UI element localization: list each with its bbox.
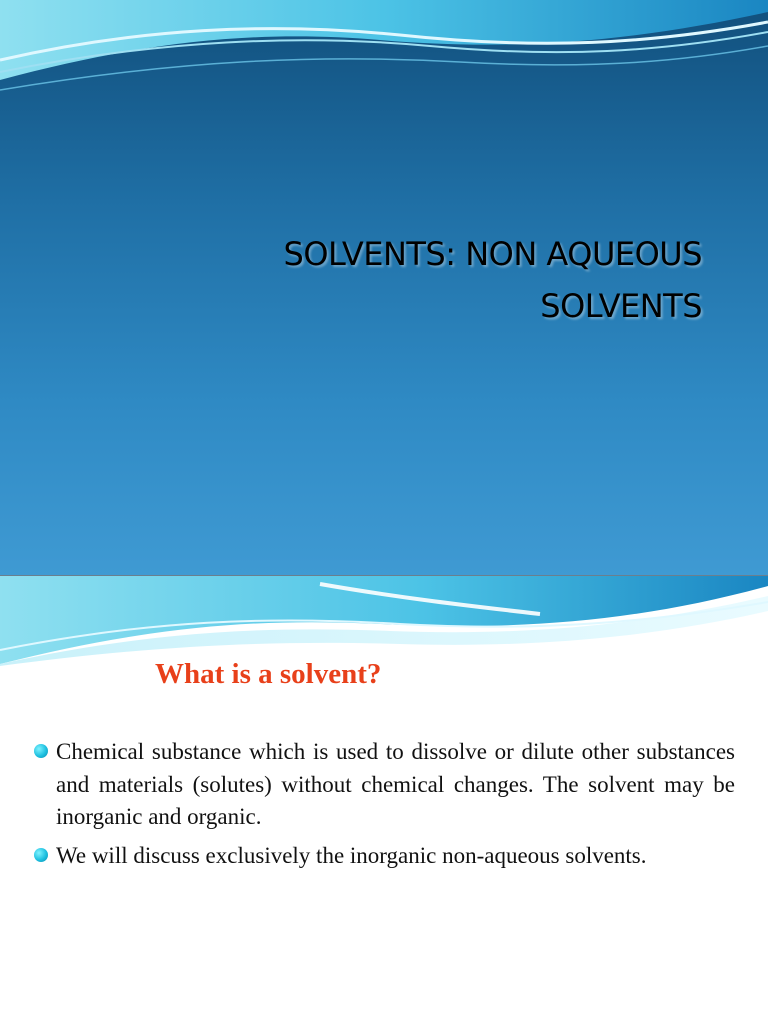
bullet-dot-icon bbox=[34, 744, 48, 758]
bullet-item bbox=[30, 840, 735, 873]
bullet-dot-icon bbox=[34, 848, 48, 862]
slide-heading: What is a solvent? bbox=[155, 658, 382, 690]
header-wave-decoration bbox=[0, 576, 768, 666]
bullet-list bbox=[30, 736, 735, 878]
bullet-item bbox=[30, 736, 735, 834]
bullet-text: Chemical substance which is used to dissolve or dilute other substances and materials (solutes) without chemical changes. The solvent may be inorganic and organic. bbox=[56, 739, 735, 829]
header-wave-decoration bbox=[0, 0, 768, 110]
bullet-text: We will discuss exclusively the inorganic non-aqueous solvents. bbox=[56, 842, 647, 868]
slide-title bbox=[82, 228, 702, 332]
content-slide bbox=[0, 576, 768, 1024]
slide-title-line-1: SOLVENTS: NON AQUEOUS bbox=[283, 235, 702, 273]
slide-title-line-2: SOLVENTS bbox=[540, 287, 702, 325]
